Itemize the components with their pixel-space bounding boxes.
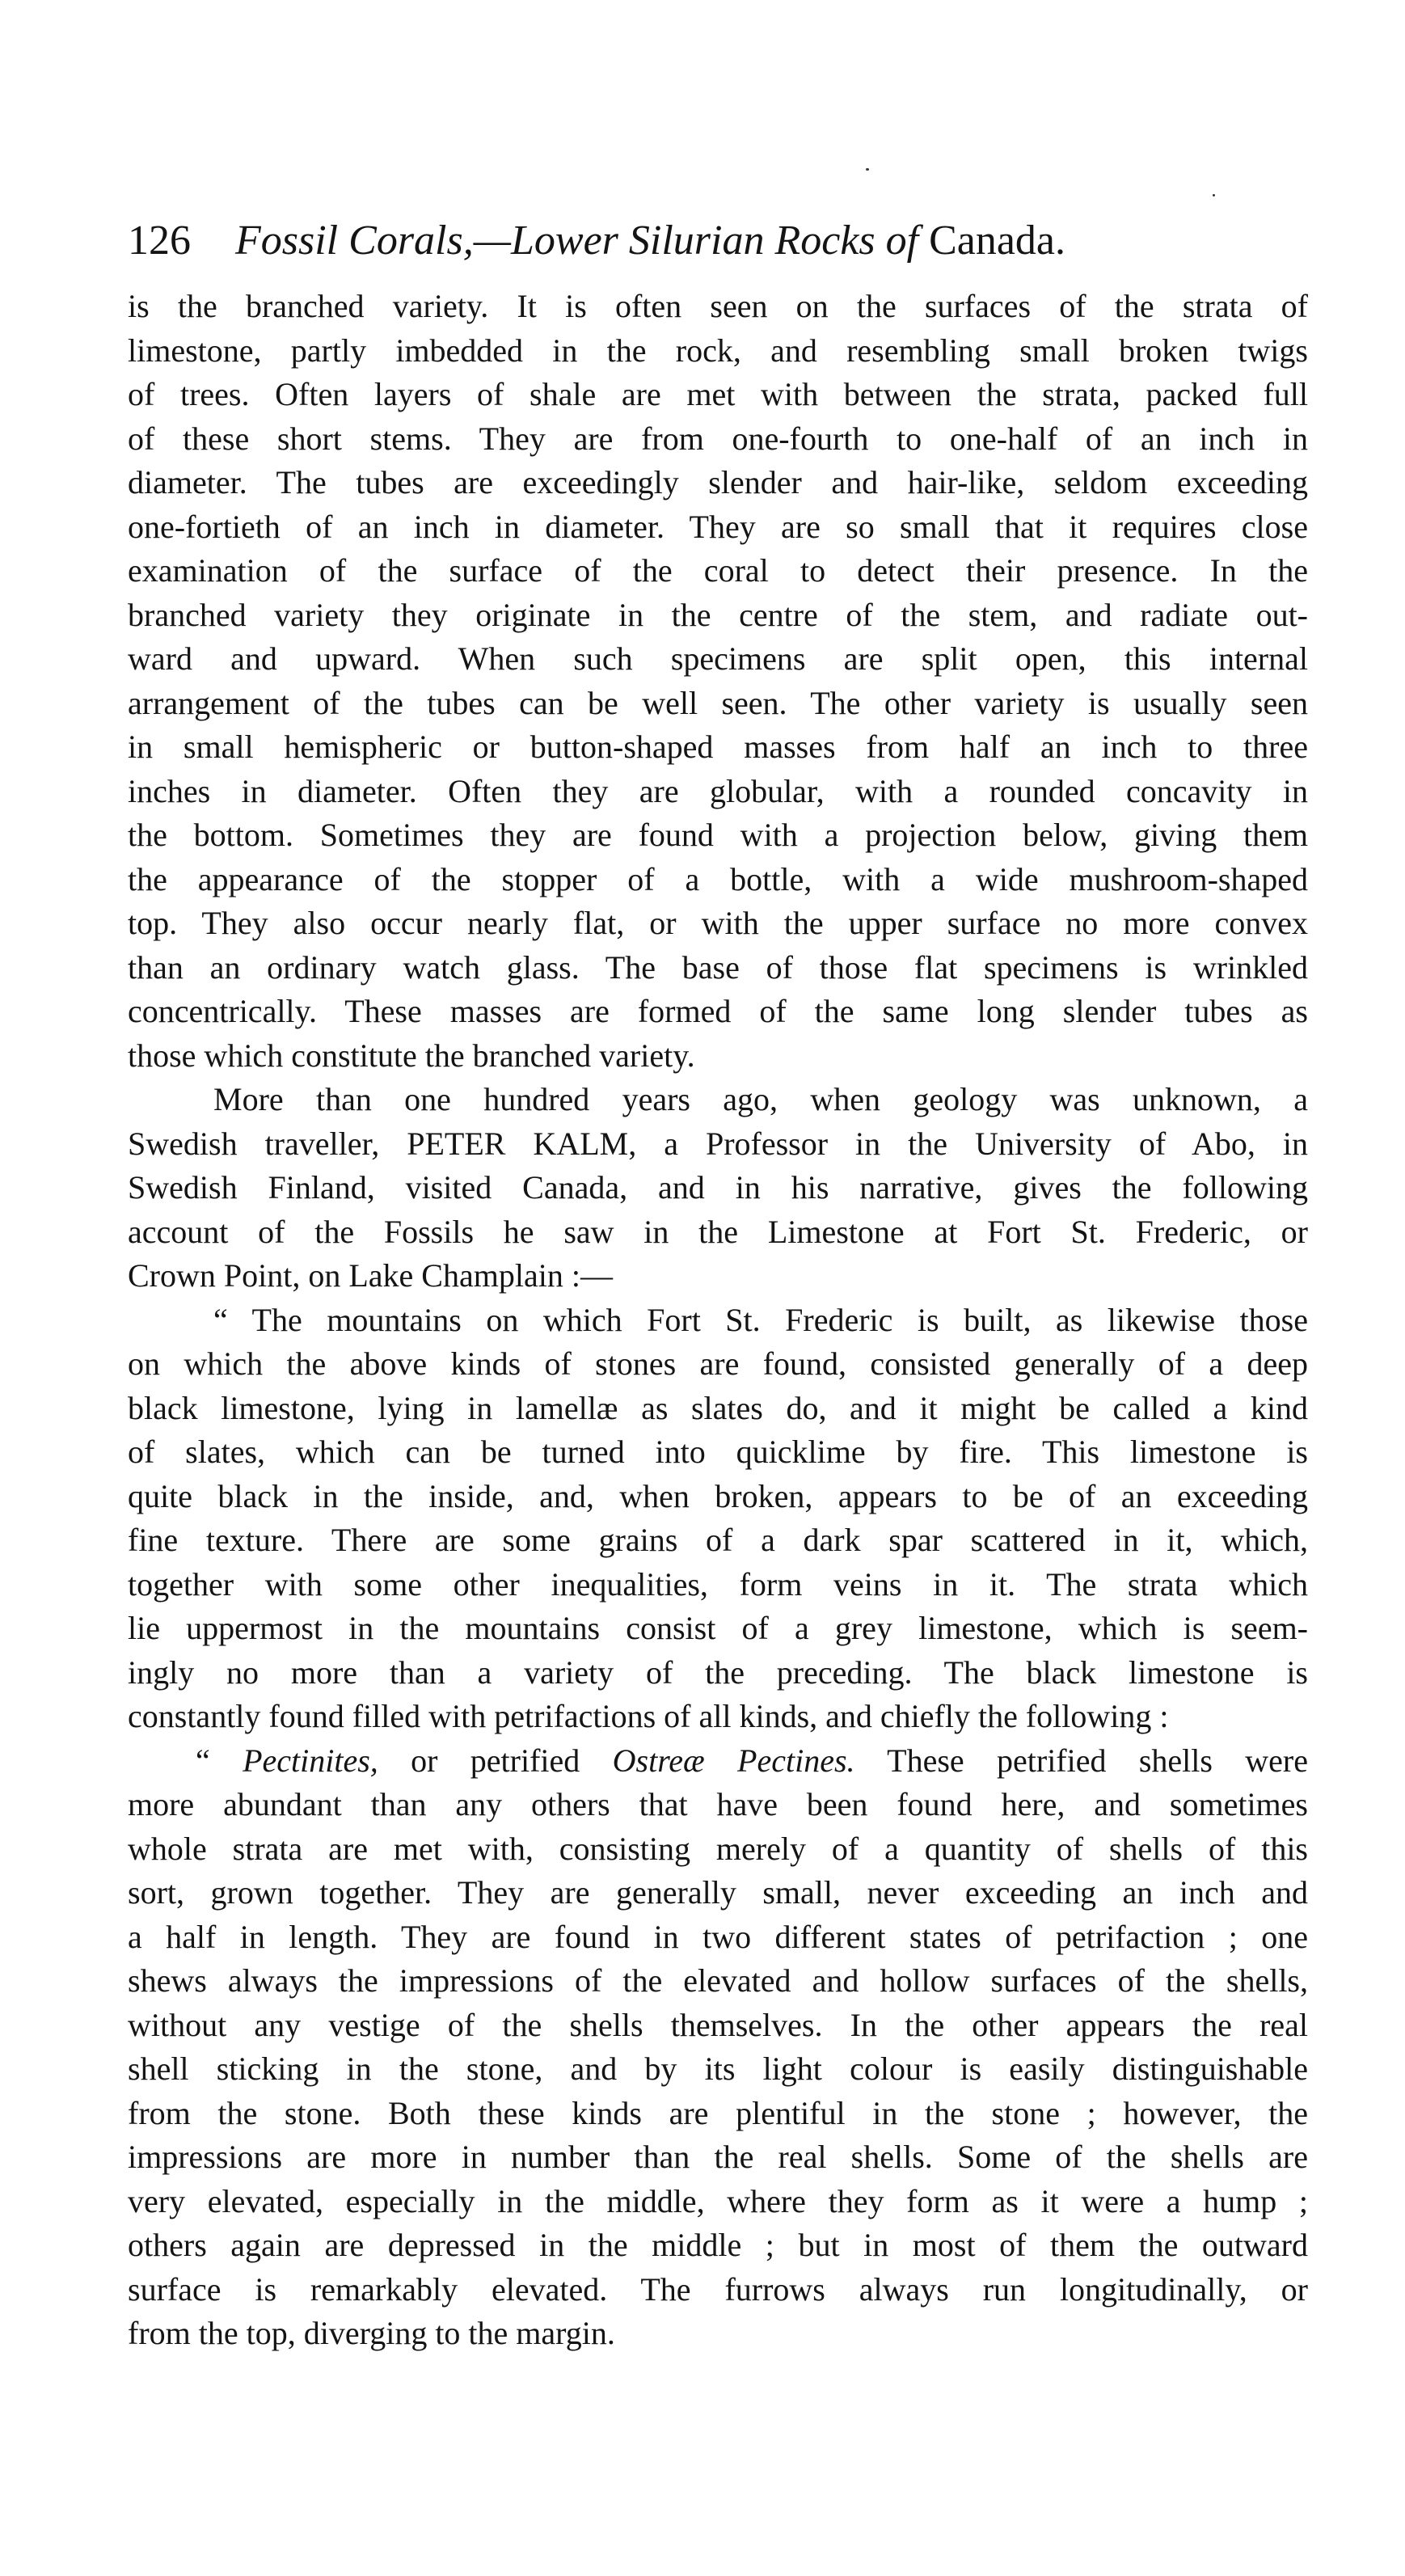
text-line: a half in length. They are found in two different states of petrifaction ; one: [128, 1918, 1308, 1955]
text-line: sort, grown together. They are generally small, never exceeding an inch and: [128, 1874, 1308, 1911]
italic-term: Ostreæ Pectines.: [612, 1742, 855, 1779]
text-run: These petrified shells were: [854, 1742, 1308, 1779]
text-line: from the stone. Both these kinds are plentiful in the stone ; however, the: [128, 2094, 1308, 2131]
text-line: examination of the surface of the coral to detect their presence. In the: [128, 552, 1308, 589]
text-line: than an ordinary watch glass. The base of those flat specimens is wrinkled: [128, 948, 1308, 986]
text-line: is the branched variety. It is often seen on the surfaces of the strata of: [128, 288, 1308, 324]
text-line: “ The mountains on which Fort St. Frederic is built, as likewise those: [213, 1301, 1308, 1338]
text-line: shews always the impressions of the elevated and hollow surfaces of the shells,: [128, 1962, 1308, 1999]
text-line: [128, 1739, 1308, 1784]
print-speck: [866, 168, 869, 171]
italic-term: Pectinites,: [243, 1742, 378, 1779]
text-line: top. They also occur nearly flat, or with the upper surface no more convex: [128, 905, 1308, 941]
text-line: inches in diameter. Often they are globular, with a rounded concavity in: [128, 772, 1308, 809]
text-line: from the top, diverging to the margin.: [128, 2315, 615, 2351]
text-line: Swedish traveller, PETER KALM, a Professor in the University of Abo, in: [128, 1125, 1308, 1162]
running-title-roman: Canada.: [929, 217, 1066, 264]
text-line: branched variety they originate in the centre of the stem, and radiate out-: [128, 596, 1308, 633]
open-quote: “: [196, 1742, 243, 1779]
text-line: those which constitute the branched variety.: [128, 1037, 695, 1074]
text-line: the appearance of the stopper of a bottle, with a wide mushroom-shaped: [128, 860, 1308, 897]
text-line: Swedish Finland, visited Canada, and in his narrative, gives the following: [128, 1169, 1308, 1206]
text-line: ingly no more than a variety of the preceding. The black limestone is: [128, 1653, 1308, 1691]
text-run: or petrified: [378, 1742, 613, 1779]
text-line: on which the above kinds of stones are found, consisted generally of a deep: [128, 1345, 1308, 1382]
text-line: black limestone, lying in lamellæ as slates do, and it might be called a kind: [128, 1389, 1308, 1426]
text-line: impressions are more in number than the real shells. Some of the shells are: [128, 2139, 1308, 2175]
text-line: more abundant than any others that have been found here, and sometimes: [128, 1786, 1308, 1822]
text-line: lie uppermost in the mountains consist of a grey limestone, which is seem-: [128, 1610, 1308, 1646]
text-line: very elevated, especially in the middle, where they form as it were a hump ;: [128, 2182, 1308, 2219]
running-title: [235, 212, 1065, 270]
text-line: Crown Point, on Lake Champlain :—: [128, 1257, 613, 1294]
text-line: shell sticking in the stone, and by its light colour is easily distinguishable: [128, 2050, 1308, 2087]
paragraph-p4: [128, 1739, 1308, 2356]
text-line: of trees. Often layers of shale are met with between the strata, packed full: [128, 376, 1308, 412]
text-line: the bottom. Sometimes they are found with a projection below, giving them: [128, 817, 1308, 853]
text-line: arrangement of the tubes can be well seen. The other variety is usually seen: [128, 684, 1308, 721]
running-title-italic: Fossil Corals,—Lower Silurian Rocks of: [235, 217, 919, 264]
text-line: together with some other inequalities, form veins in it. The strata which: [128, 1565, 1308, 1603]
text-line: fine texture. There are some grains of a dark spar scattered in it, which,: [128, 1522, 1308, 1558]
paragraph-p3: [128, 1299, 1308, 1739]
text-line: of these short stems. They are from one-fourth to one-half of an inch in: [128, 420, 1308, 457]
text-line: surface is remarkably elevated. The furrows always run longitudinally, or: [128, 2270, 1308, 2308]
running-header: [128, 212, 1243, 270]
text-line: diameter. The tubes are exceedingly slender and hair-like, seldom exceeding: [128, 464, 1308, 500]
body-text: [128, 285, 1308, 2356]
text-line: More than one hundred years ago, when geology was unknown, a: [213, 1081, 1308, 1117]
print-speck: [1213, 194, 1215, 196]
text-line: quite black in the inside, and, when broken, appears to be of an exceeding: [128, 1477, 1308, 1514]
text-line: of slates, which can be turned into quicklime by fire. This limestone is: [128, 1434, 1308, 1470]
text-line: others again are depressed in the middle ; but in most of them the outward: [128, 2227, 1308, 2263]
text-line: whole strata are met with, consisting merely of a quantity of shells of this: [128, 1830, 1308, 1867]
text-line: concentrically. These masses are formed of the same long slender tubes as: [128, 993, 1308, 1029]
text-line: limestone, partly imbedded in the rock, and resembling small broken twigs: [128, 332, 1308, 369]
text-line: in small hemispheric or button-shaped masses from half an inch to three: [128, 728, 1308, 765]
text-line: ward and upward. When such specimens are split open, this internal: [128, 640, 1308, 677]
text-line: constantly found filled with petrifactions of all kinds, and chiefly the following :: [128, 1698, 1169, 1734]
page-number: 126: [128, 217, 191, 264]
text-line: one-fortieth of an inch in diameter. They are so small that it requires close: [128, 508, 1308, 545]
paragraph-p2: [128, 1078, 1308, 1299]
text-line: account of the Fossils he saw in the Limestone at Fort St. Frederic, or: [128, 1213, 1308, 1250]
text-line: without any vestige of the shells themselves. In the other appears the real: [128, 2006, 1308, 2043]
paragraph-p1: [128, 285, 1308, 1078]
